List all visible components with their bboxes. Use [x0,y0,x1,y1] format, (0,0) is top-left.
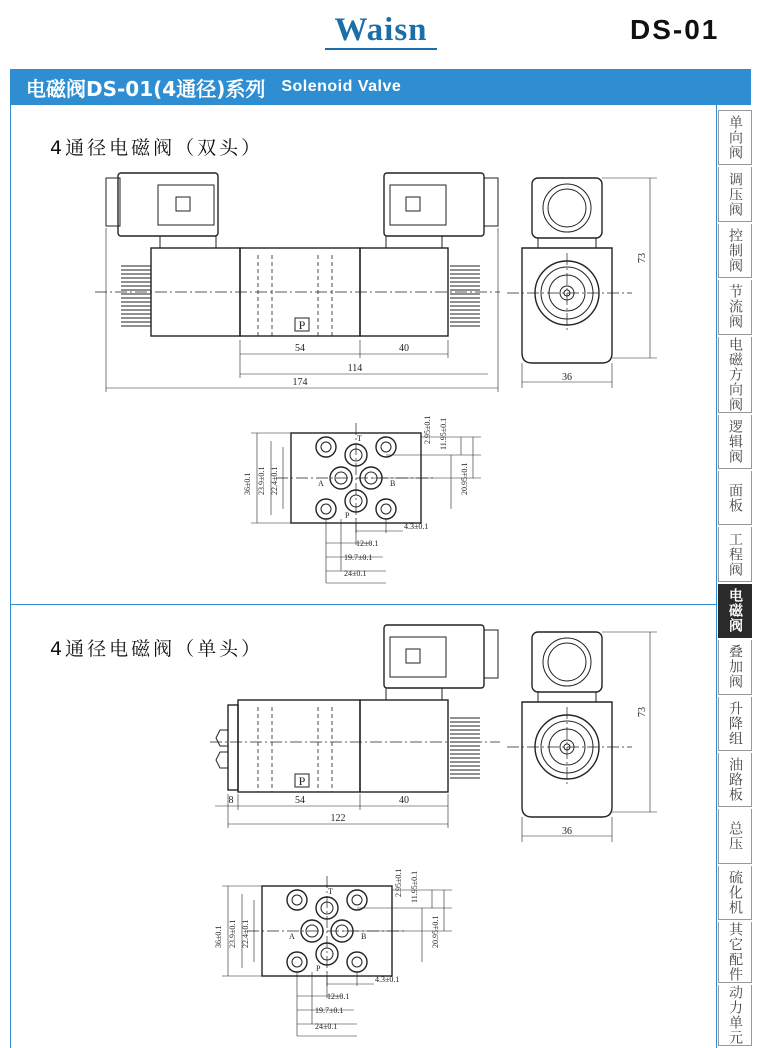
sidebar-tab-label: 叠加阀 [727,644,743,690]
port-p: P [345,511,350,520]
sidebar-tab[interactable] [718,110,752,165]
dim-12-single: 12±0.1 [327,992,350,1001]
sidebar-tab-label: 动力单元 [727,985,743,1046]
dim-36-single: 36 [562,826,572,837]
port-b-single: B [361,932,367,941]
sidebar-tab-label: 面板 [727,482,743,513]
category-sidebar [718,110,752,1048]
dim-20-95-single: 20.95±0.1 [431,915,440,948]
sidebar-tab-label: 调压阀 [727,171,743,217]
dim-12: 12±0.1 [356,539,379,548]
dim-11-95: 11.95±0.1 [439,417,448,450]
dim-36-tol: 36±0.1 [243,472,252,495]
dim-19-7: 19.7±0.1 [344,553,373,562]
sidebar-tab[interactable] [718,866,752,920]
sidebar-tab[interactable] [718,415,752,469]
sidebar-tab[interactable] [718,224,752,278]
dim-122: 122 [330,813,346,824]
sidebar-tab-label: 硫化机 [727,869,743,915]
sidebar-tab[interactable] [718,640,752,694]
dim-24: 24±0.1 [344,569,367,578]
dim-40-single: 40 [399,795,409,806]
section-title-single: 4通径电磁阀（单头） [50,638,264,660]
front-view-single [210,625,500,828]
dim-23-9-single: 23.9±0.1 [228,919,237,948]
sidebar-tab[interactable] [718,527,752,581]
sidebar-tab-label: 其它配件 [727,922,743,983]
sidebar-tab-label: 逻辑阀 [727,418,743,464]
sidebar-tab-label: 电磁阀 [727,587,743,633]
dim-4-3: 4.3±0.1 [404,522,429,531]
sidebar-tab[interactable] [718,337,752,413]
port-p-single: P [316,964,321,973]
dim-20-95: 20.95±0.1 [460,462,469,495]
dim-22-4-single: 22.4±0.1 [241,919,250,948]
sidebar-tab[interactable] [718,280,752,334]
sidebar-tab-label: 总压 [727,820,743,851]
port-label-p: P [298,318,306,332]
port-a-single: A [289,932,295,941]
sidebar-tab-label: 升降组 [727,700,743,746]
sidebar-tab-label: 单向阀 [727,115,743,161]
side-view-single [507,632,657,842]
sidebar-tab-label: 工程阀 [727,531,743,577]
port-a: A [318,479,324,488]
sidebar-tab[interactable] [718,922,752,983]
sidebar-tab-label: 电磁方向阀 [727,336,743,412]
sidebar-tab-label: 节流阀 [727,284,743,330]
sidebar-tab[interactable] [718,809,752,863]
sidebar-tab-label: 油路板 [727,757,743,803]
sidebar-tab[interactable] [718,471,752,525]
sidebar-tab[interactable] [718,753,752,807]
dim-36: 36 [562,372,572,383]
dim-54-single: 54 [295,795,305,806]
front-view-double [95,173,500,392]
sidebar-tab[interactable] [718,167,752,221]
model-code: DS-01 [630,14,720,45]
port-t-single: T [328,887,333,896]
sidebar-tab[interactable] [718,584,752,638]
dim-4-3-single: 4.3±0.1 [375,975,400,984]
dim-114: 114 [347,363,363,374]
brand-logo: Waisn [325,10,437,50]
dim-11-95-single: 11.95±0.1 [410,870,419,903]
sidebar-tab[interactable] [718,985,752,1046]
port-b: B [390,479,396,488]
dim-36-tol-single: 36±0.1 [214,925,223,948]
dim-23-9: 23.9±0.1 [257,466,266,495]
dim-73: 73 [637,253,648,263]
dim-2-95-single: 2.95±0.1 [394,868,403,897]
port-t: T [357,434,362,443]
sidebar-tab[interactable] [718,697,752,751]
banner-title-cn: 电磁阀DS-01(4通径)系列 [26,76,266,101]
dim-73-single: 73 [637,707,648,717]
dim-19-7-single: 19.7±0.1 [315,1006,344,1015]
section-title-double: 4通径电磁阀（双头） [50,137,264,159]
dim-22-4: 22.4±0.1 [270,466,279,495]
dim-8: 8 [228,795,234,806]
dim-54: 54 [295,343,305,354]
dim-24-single: 24±0.1 [315,1022,338,1031]
port-label-p-single: P [298,774,306,788]
dim-174: 174 [292,377,308,388]
dim-40: 40 [399,343,409,354]
side-view-double [507,178,657,388]
dim-2-95: 2.95±0.1 [423,415,432,444]
sidebar-tab-label: 控制阀 [727,227,743,273]
banner-title-en: Solenoid Valve [281,78,402,95]
